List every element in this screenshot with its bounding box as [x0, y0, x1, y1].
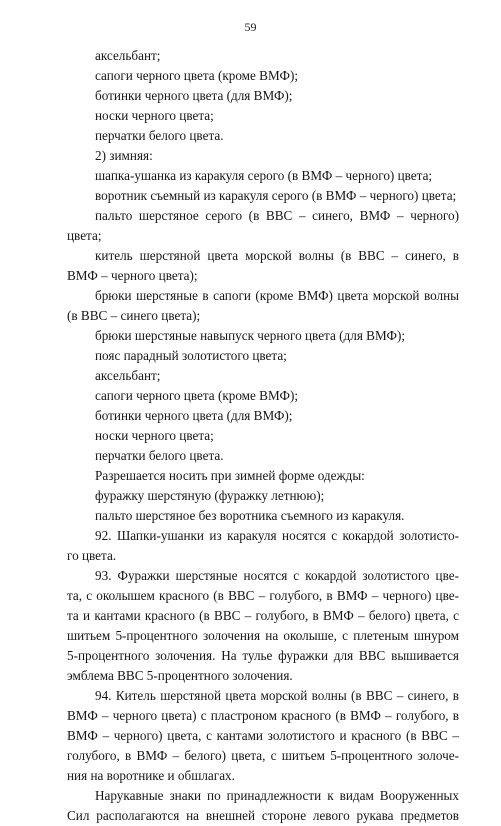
text-line: ВМФ – черного цвета) с пластроном красного (в ВМФ – голубого, в	[67, 708, 459, 723]
text-line: аксельбант;	[95, 368, 161, 383]
text-line: ботинки черного цвета (для ВМФ);	[95, 408, 293, 423]
text-line: пальто шерстяное без воротника съемного из каракуля.	[95, 508, 405, 523]
text-line: ния на воротнике и обшлагах.	[67, 768, 235, 783]
text-paragraph: брюки шерстяные в сапоги (кроме ВМФ) цвета морской волны (в ВВС – синего цвета);	[67, 288, 459, 323]
text-line: сапоги черного цвета (кроме ВМФ);	[95, 68, 298, 83]
text-line: 2) зимняя:	[95, 148, 153, 163]
text-line: ВМФ – черного цвета);	[67, 268, 198, 283]
text-line: ботинки черного цвета (для ВМФ);	[95, 88, 293, 103]
text-line: воротник съемный из каракуля серого (в ВМФ – черного) цвета;	[95, 188, 457, 203]
text-line: фуражку шерстяную (фуражку летнюю);	[95, 488, 325, 503]
text-line: Нарукавные знаки по принадлежности к видам Вооруженных	[95, 788, 459, 803]
text-line: та, с околышем красного (в ВВС – голубого, в ВМФ – черного) цве-	[67, 588, 459, 603]
text-line: носки черного цвета;	[95, 108, 214, 123]
text-line: 5-процентного золочения. На тулье фуражки для ВВС вышивается	[67, 648, 459, 663]
text-line: перчатки белого цвета.	[95, 448, 224, 463]
text-line: носки черного цвета;	[95, 428, 214, 443]
text-line: та и кантами красного (в ВВС – голубого, в ВМФ – белого) цвета, с	[67, 608, 459, 623]
text-line: шапка-ушанка из каракуля серого (в ВМФ – черного) цвета;	[95, 168, 433, 183]
text-line: цвета;	[67, 228, 102, 243]
text-line: голубого, в ВМФ – белого) цвета, с шитьем 5-процентного золоче-	[67, 748, 459, 763]
text-line: Сил располагаются на внешней стороне левого рукава предметов	[67, 808, 459, 823]
text-line: китель шерстяной цвета морской волны (в ВВС – синего, в	[95, 248, 459, 263]
text-line: Разрешается носить при зимней форме одежды:	[95, 468, 365, 483]
text-line: аксельбант;	[95, 48, 161, 63]
text-line: 93. Фуражки шерстяные носятся с кокардой золотистого цве-	[95, 568, 459, 583]
text-line: пояс парадный золотистого цвета;	[95, 348, 287, 363]
text-line: ВМФ – черного) цвета, с кантами золотистого и красного (в ВВС –	[67, 728, 459, 743]
text-line: пальто шерстяное серого (в ВВС – синего, ВМФ – черного)	[95, 208, 459, 223]
text-line: перчатки белого цвета.	[95, 128, 224, 143]
text-line: 92. Шапки-ушанки из каракуля носятся с кокардой золотисто-	[95, 528, 459, 543]
page-number: 59	[244, 20, 257, 34]
text-line: брюки шерстяные навыпуск черного цвета (для ВМФ);	[95, 328, 406, 343]
text-line: эмблема ВВС 5-процентного золочения.	[67, 668, 293, 683]
text-line: 94. Китель шерстяной цвета морской волны (в ВВС – синего, в	[95, 688, 459, 703]
text-line: го цвета.	[67, 548, 117, 563]
text-line: шитьем 5-процентного золочения на околыше, с плетеным шнуром	[67, 628, 459, 643]
text-line: сапоги черного цвета (кроме ВМФ);	[95, 388, 298, 403]
